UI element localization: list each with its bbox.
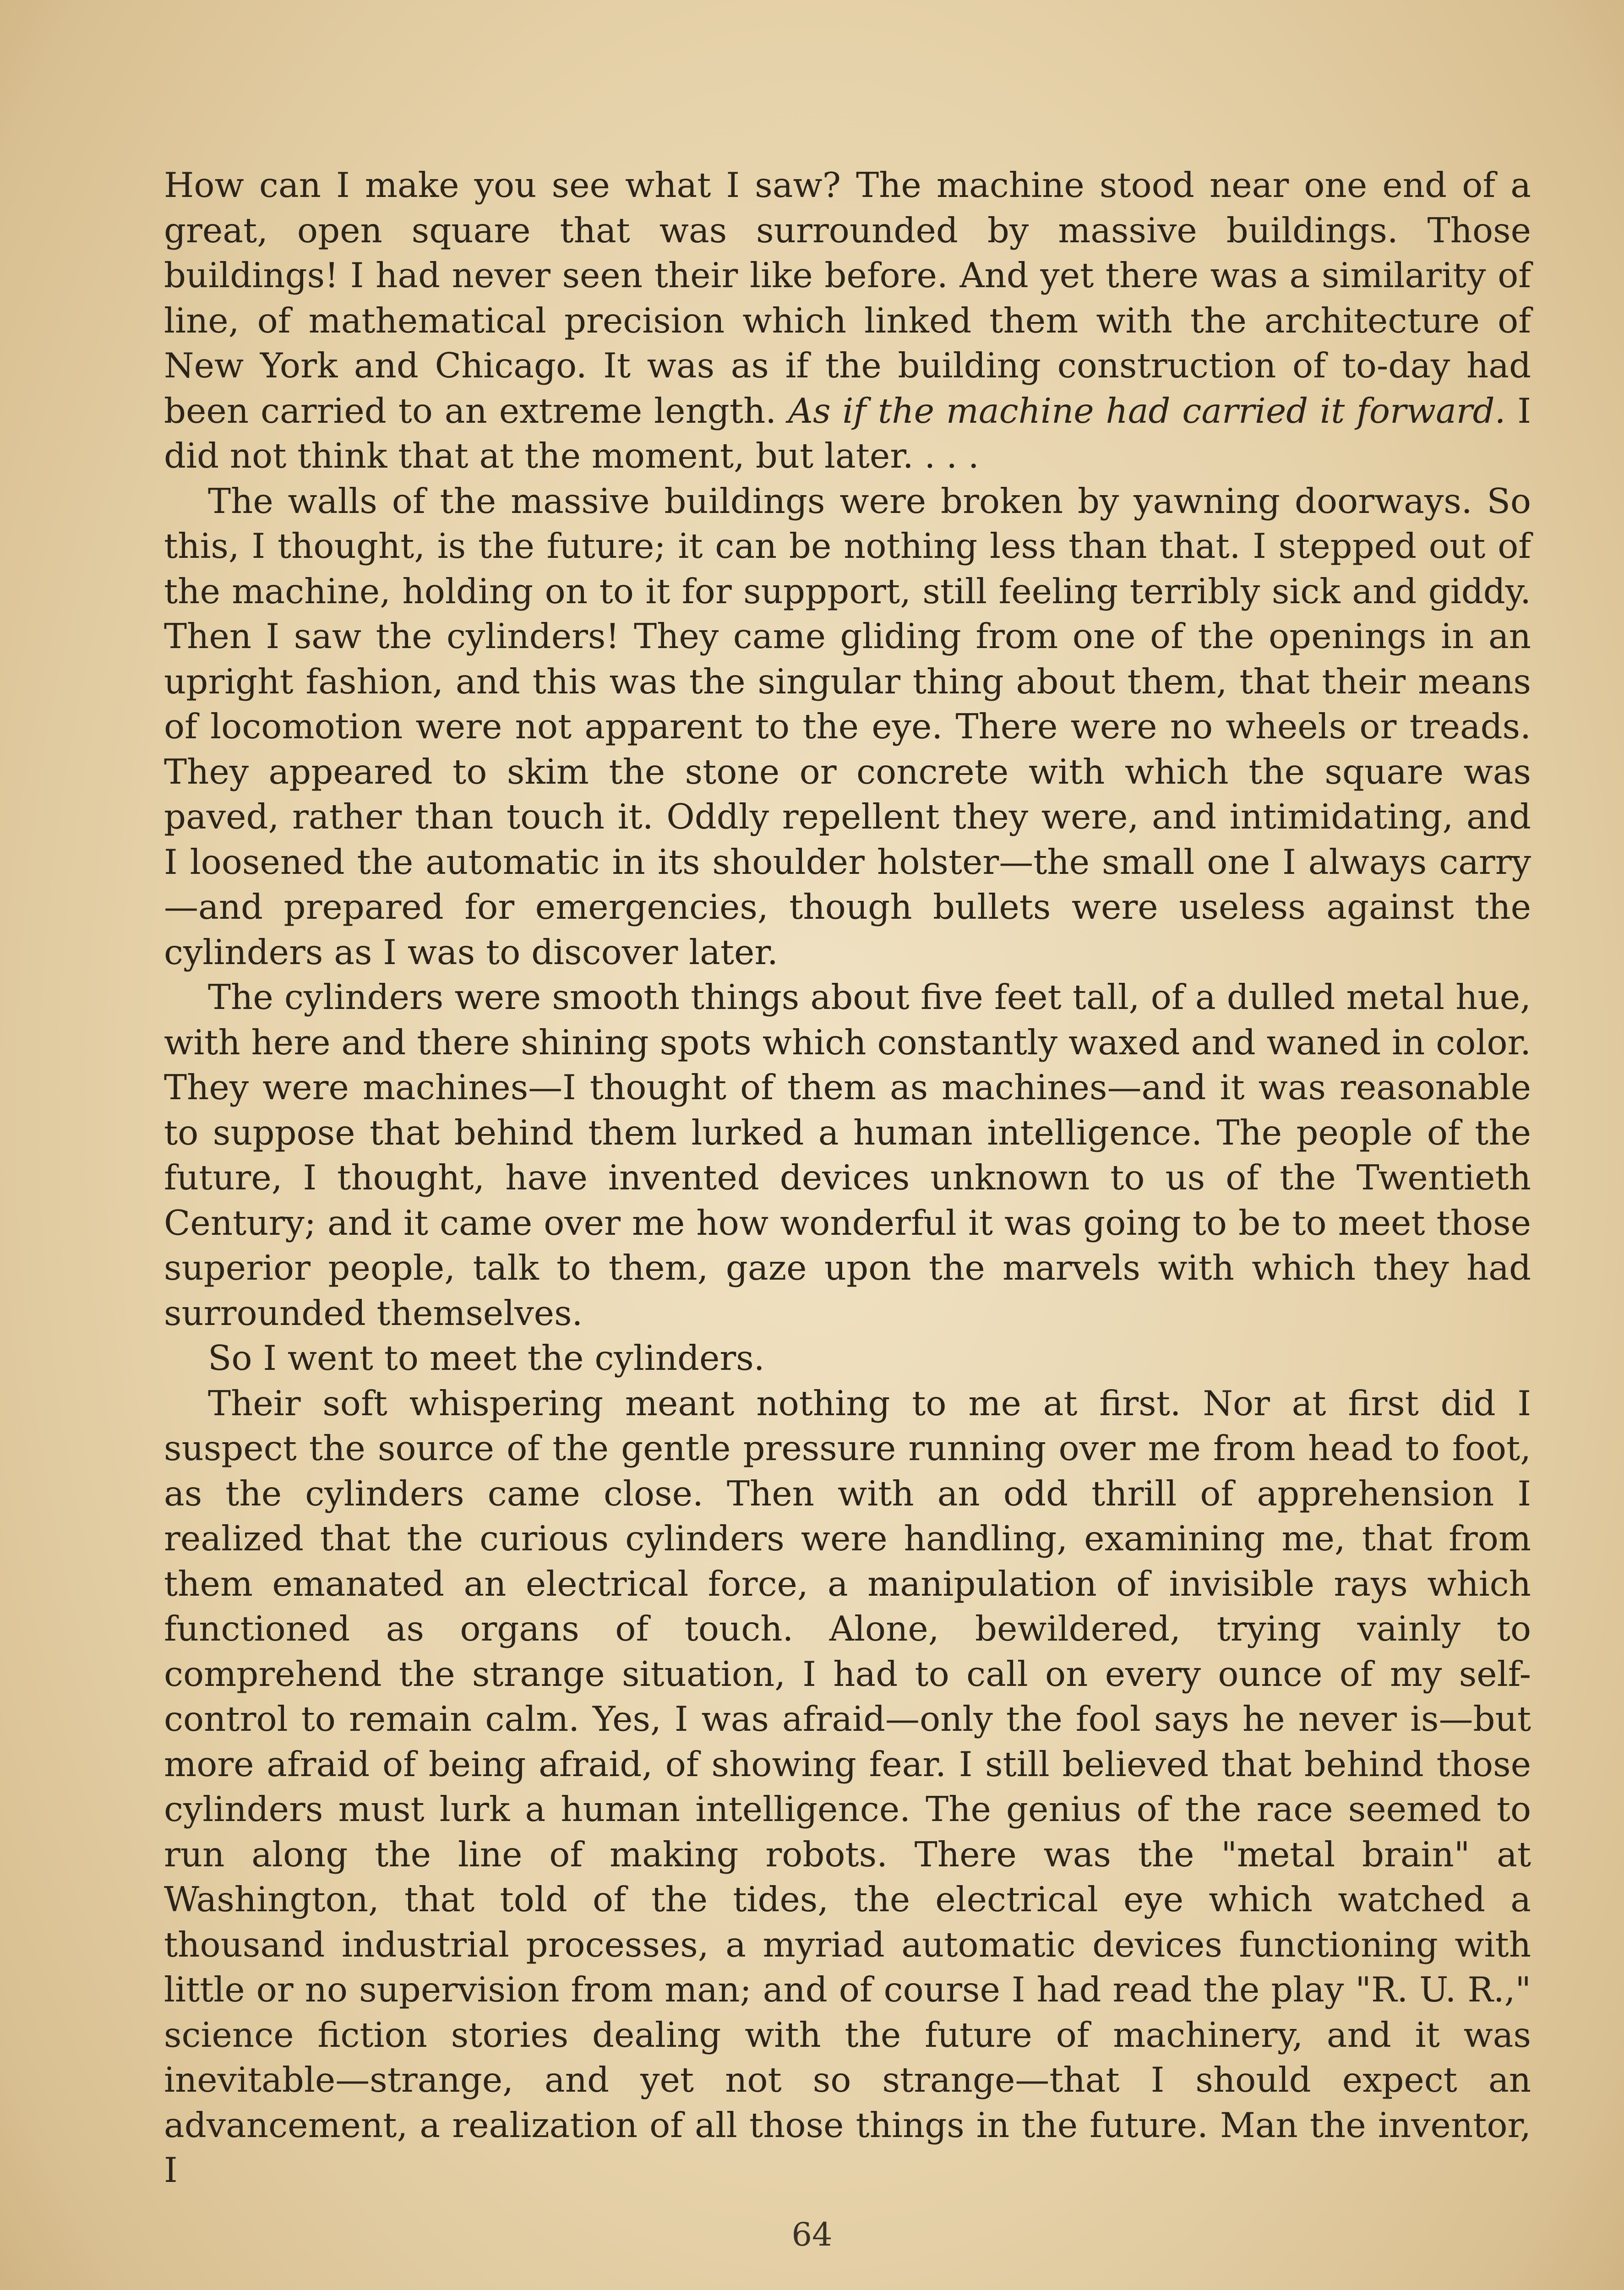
paragraph-1-text-start: How can I make you see what I saw? The machine stood near one end of a great, open square that was surrounded by massive buildings. Those buildings! I had never seen their like before. And yet there was a similarity of line, of mathematical precision which linked them with the architecture of New York and Chicago. It was as if the building construction of to-day had been carried to an extreme length. [164,165,1531,431]
paragraph-1-italic-text: As if the machine had carried it forward. [788,390,1506,431]
paragraph-1 [164,163,1531,479]
body-text [164,163,1531,2193]
paragraph-2: The walls of the massive buildings were broken by yawning doorways. So this, I thought, is the future; it can be nothing less than that. I stepped out of the machine, holding on to it for suppport, still feeling terribly sick and giddy. Then I saw the cylinders! They came gliding from one of the openings in an upright fashion, and this was the singular thing about them, that their means of locomotion were not apparent to the eye. There were no wheels or treads. They appeared to skim the stone or concrete with which the square was paved, rather than touch it. Oddly repellent they were, and intimidating, and I loosened the automatic in its shoulder holster—the small one I always carry—and prepared for emergencies, though bullets were useless against the cylinders as I was to discover later. [164,480,1531,972]
paragraph-1-text-end: I did not think that at the moment, but later. . . . [164,390,1531,476]
page-number: 64 [791,2216,833,2253]
paragraph-3: The cylinders were smooth things about five feet tall, of a dulled metal hue, with here and there shining spots which constantly waxed and waned in color. They were machines—I thought of them as machines—and it was reasonable to suppose that behind them lurked a human intelligence. The people of the future, I thought, have invented devices unknown to us of the Twentieth Century; and it came over me how wonderful it was going to be to meet those superior people, talk to them, gaze upon the marvels with which they had surrounded themselves. [164,977,1531,1333]
paragraph-4: So I went to meet the cylinders. [208,1338,765,1378]
paragraph-5: Their soft whispering meant nothing to me at first. Nor at first did I suspect the source of the gentle pressure running over me from head to foot, as the cylinders came close. Then with an odd thrill of apprehension I realized that the curious cylinders were handling, examining me, that from them emanated an electrical force, a manipulation of invisible rays which functioned as organs of touch. Alone, bewildered, trying vainly to comprehend the strange situation, I had to call on every ounce of my self-control to remain calm. Yes, I was afraid—only the fool says he never is—but more afraid of being afraid, of showing fear. I still believed that behind those cylinders must lurk a human intelligence. The genius of the race seemed to run along the line of making robots. There was the "metal brain" at Washington, that told of the tides, the electrical eye which watched a thousand industrial processes, a myriad automatic devices functioning with little or no supervision from man; and of course I had read the play "R. U. R.," science fiction stories dealing with the future of machinery, and it was inevitable—strange, and yet not so strange—that I should expect an advancement, a realization of all those things in the future. Man the inventor, I [164,1383,1531,2190]
